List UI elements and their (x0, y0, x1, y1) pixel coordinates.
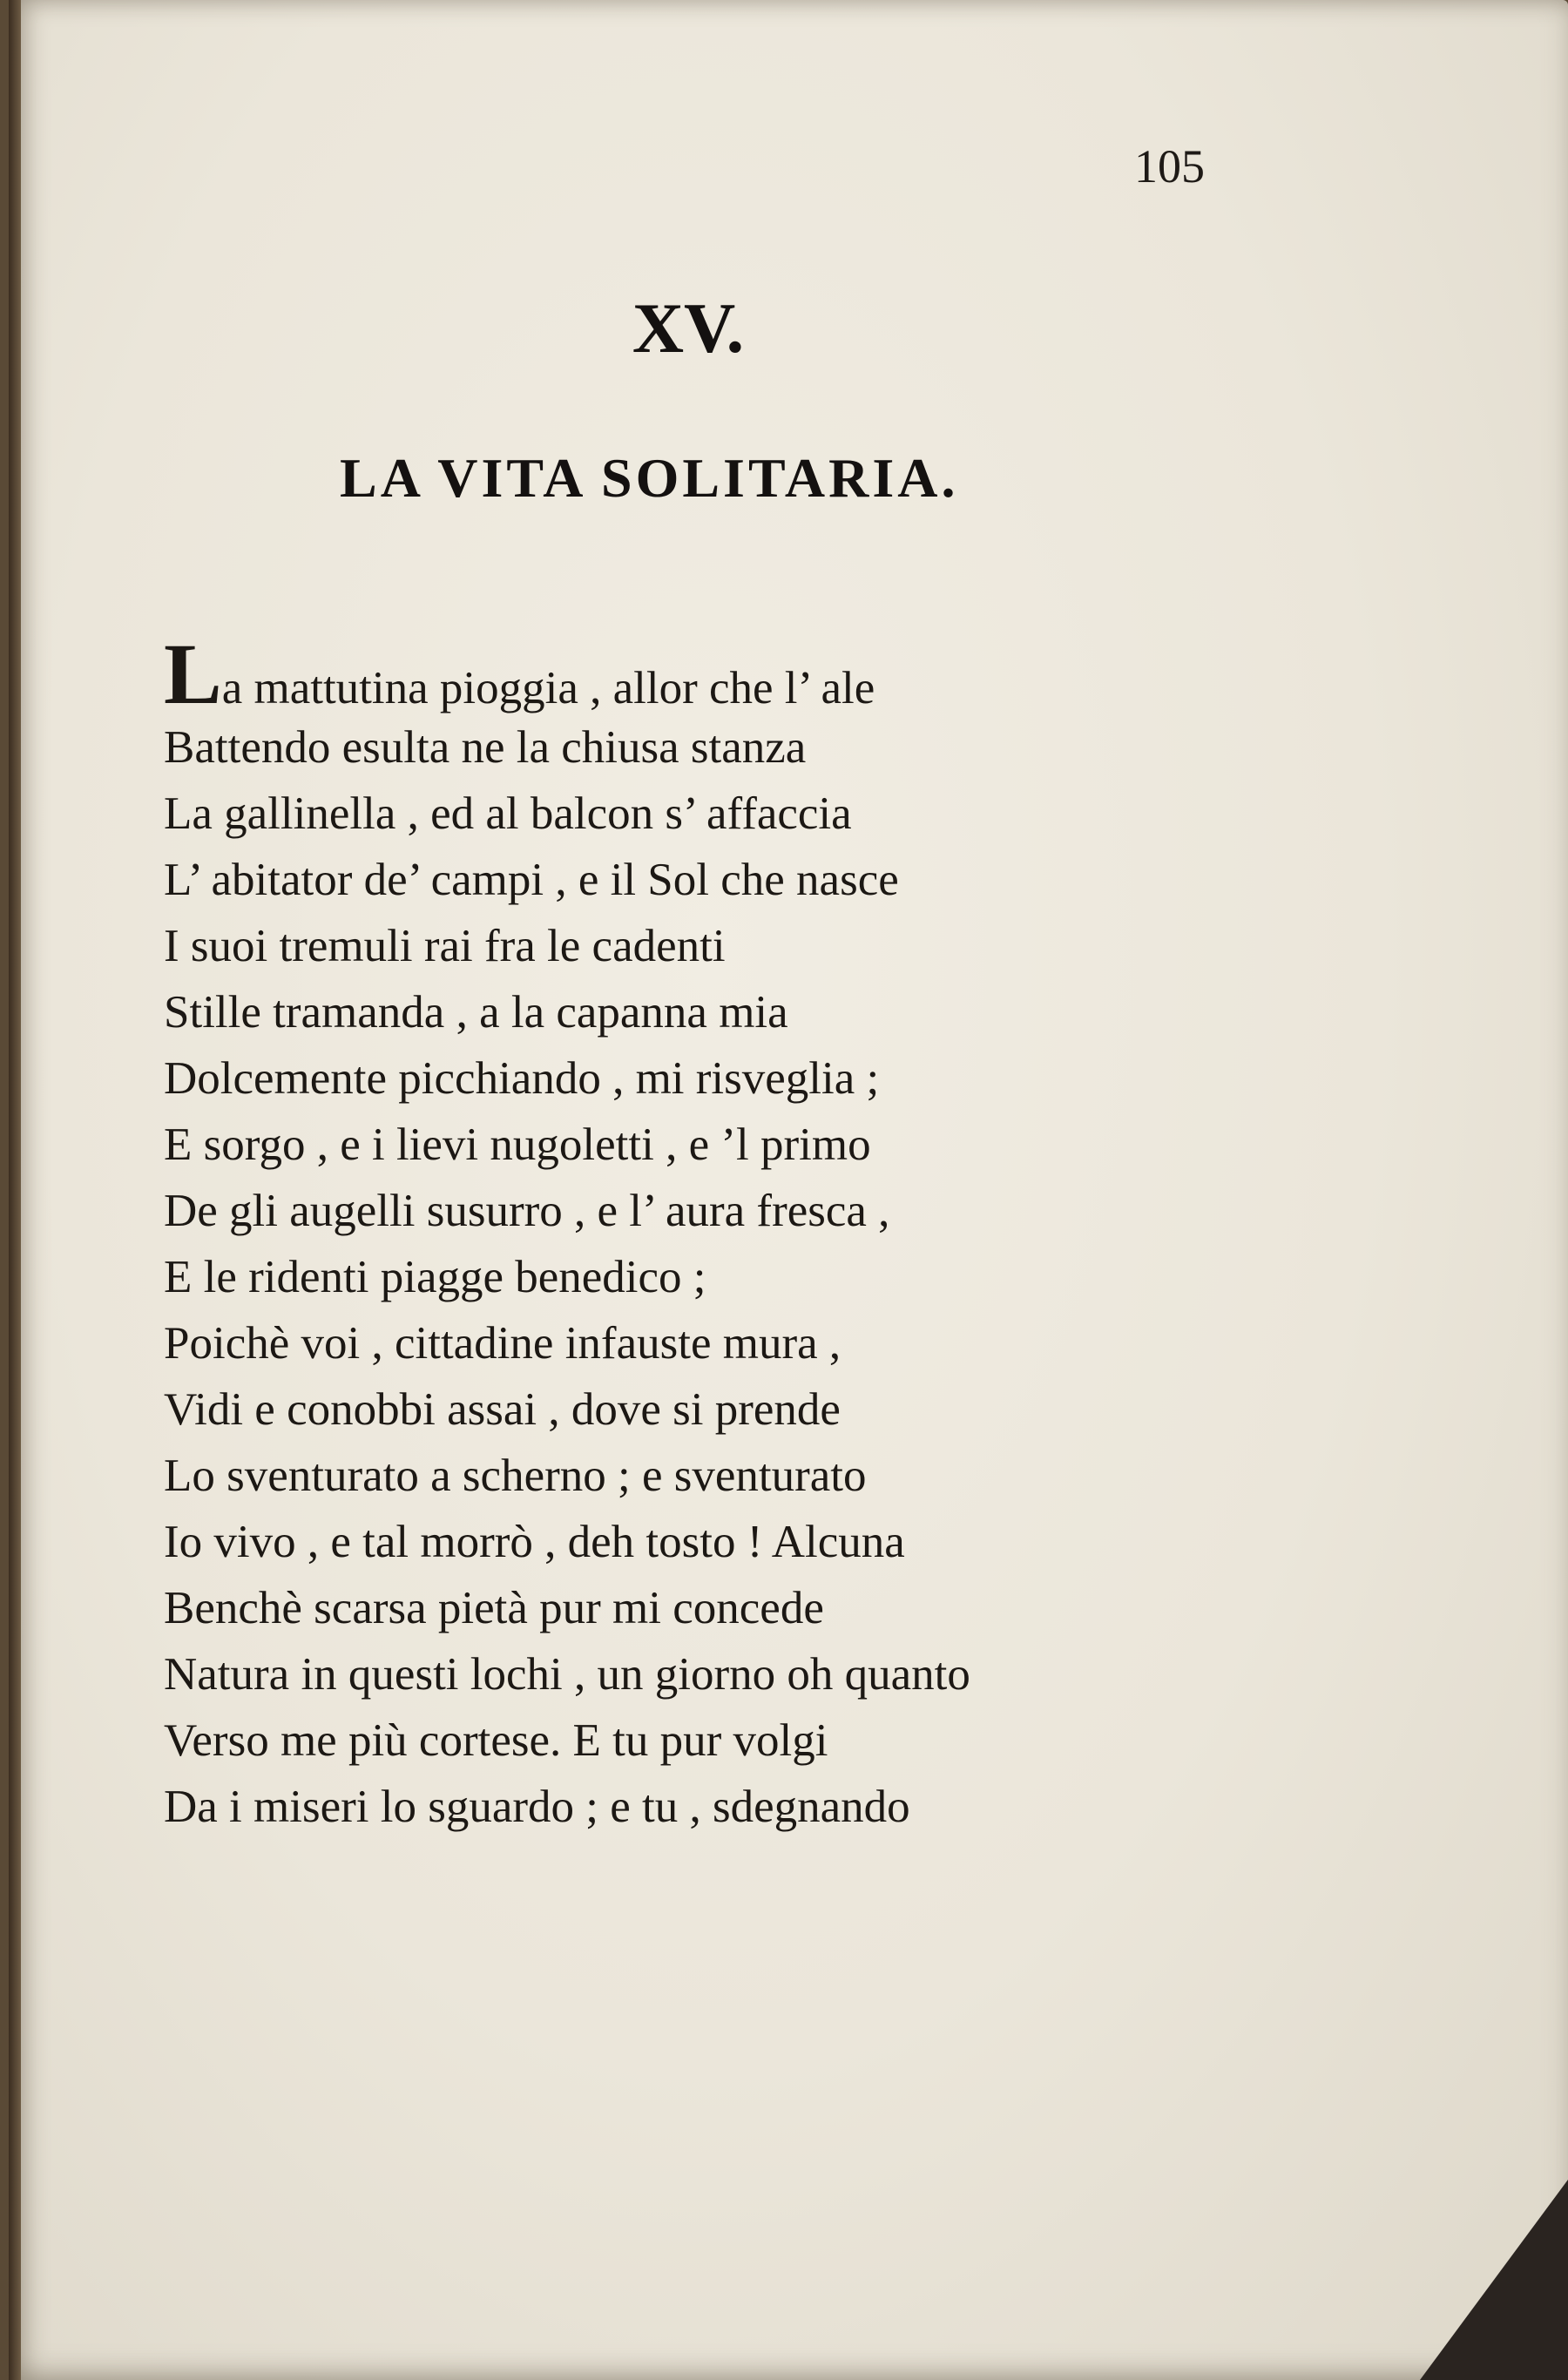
poem-line: E sorgo , e i lievi nugoletti , e ’l primo (164, 1119, 871, 1170)
poem-line: Io vivo , e tal morrò , deh tosto ! Alcuna (164, 1517, 905, 1567)
poem-line: Verso me più cortese. E tu pur volgi (164, 1715, 828, 1766)
poem-line: Stille tramanda , a la capanna mia (164, 987, 788, 1038)
poem-line: Benchè scarsa pietà pur mi concede (164, 1583, 824, 1633)
poem-line: E le ridenti piagge benedico ; (164, 1252, 706, 1302)
poem-line: I suoi tremuli rai fra le cadenti (164, 921, 726, 971)
poem-line: Natura in questi lochi , un giorno oh quanto (164, 1649, 970, 1700)
drop-cap: L (164, 625, 222, 722)
page-number: 105 (1134, 140, 1205, 193)
first-line-text: a mattutina pioggia , allor che l’ ale (221, 663, 875, 713)
poem-body (164, 625, 1296, 1840)
poem-line: Lo sventurato a scherno ; e sventurato (164, 1450, 867, 1501)
poem-line: Poichè voi , cittadine infauste mura , (164, 1318, 841, 1369)
book-page (9, 0, 1568, 2380)
poem-line: Dolcemente picchiando , mi risveglia ; (164, 1053, 880, 1104)
poem-line: De gli augelli susurro , e l’ aura fresca , (164, 1186, 890, 1236)
page-corner-shadow (1420, 2180, 1568, 2380)
poem-line: L’ abitator de’ campi , e il Sol che nasce (164, 855, 899, 905)
poem-line: La gallinella , ed al balcon s’ affaccia (164, 788, 852, 839)
poem-line (164, 625, 1296, 722)
poem-line: Vidi e conobbi assai , dove si prende (164, 1384, 841, 1435)
chapter-title: LA VITA SOLITARIA. (340, 447, 959, 509)
poem-line: Battendo esulta ne la chiusa stanza (164, 722, 807, 773)
chapter-numeral: XV. (632, 288, 745, 368)
poem-line: Da i miseri lo sguardo ; e tu , sdegnando (164, 1782, 910, 1832)
